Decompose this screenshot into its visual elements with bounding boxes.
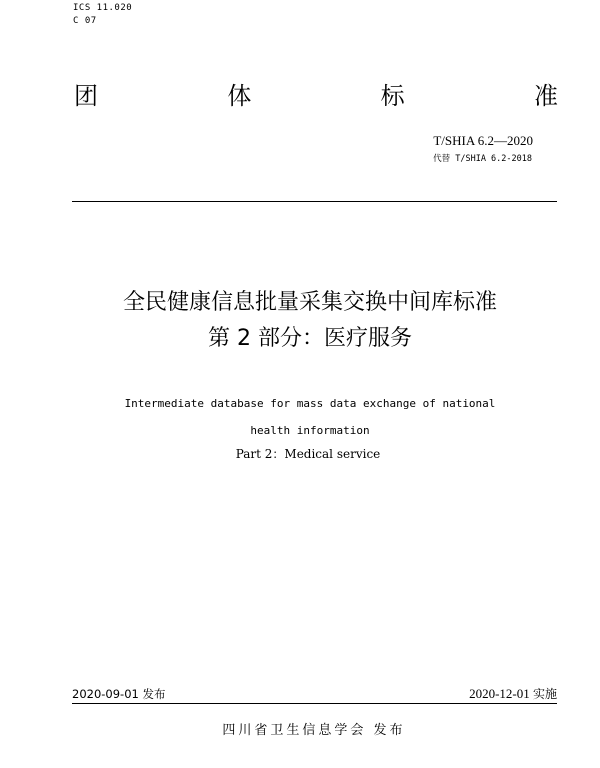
issue-date: 2020-09-01 发布 — [72, 687, 166, 701]
document-title-cn: 全民健康信息批量采集交换中间库标准 — [122, 290, 497, 315]
standard-type-char: 标 — [380, 82, 405, 110]
standard-type-char: 团 — [74, 82, 98, 110]
standard-number: T/SHIA 6.2—2020 — [433, 133, 533, 148]
document-part-title-en: Part 2：Medical service — [235, 447, 381, 461]
document-title-en-line-1: Intermediate database for mass data exchange of national — [124, 397, 496, 410]
implementation-date-value: 2020-12-01 — [469, 686, 530, 701]
publisher: 四川省卫生信息学会 发布 — [222, 723, 406, 738]
document-part-title-cn: 第 2 部分：医疗服务 — [208, 326, 412, 351]
ccs-code: C 07 — [73, 16, 97, 26]
document-title-en — [0, 390, 600, 444]
header-divider — [72, 201, 557, 202]
standard-type-char: 体 — [227, 82, 252, 110]
replaces-standard: 代替 T/SHIA 6.2-2018 — [433, 154, 532, 164]
ics-code: ICS 11.020 — [73, 3, 133, 13]
footer-divider — [72, 703, 557, 704]
implementation-date-label: 实施 — [532, 687, 557, 701]
implementation-date — [469, 686, 557, 702]
standard-type-heading — [74, 80, 558, 112]
standard-type-char: 准 — [533, 82, 558, 110]
document-title-en-line-2: health information — [250, 424, 370, 437]
classification-codes — [73, 2, 132, 28]
